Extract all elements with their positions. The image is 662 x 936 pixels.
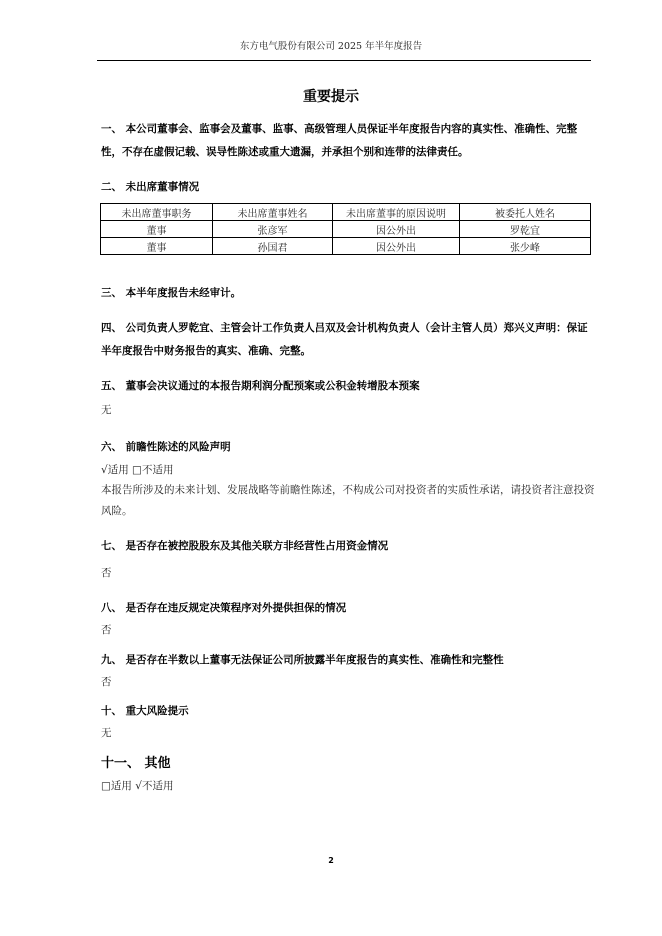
section-10-heading: 十、 重大风险提示 (101, 705, 189, 717)
table-cell: 因公外出 (333, 238, 460, 255)
table-cell: 孙国君 (213, 238, 333, 255)
section-9-body: 否 (101, 676, 112, 688)
section-7-heading: 七、 是否存在被控股股东及其他关联方非经营性占用资金情况 (101, 540, 389, 552)
page-number: 2 (328, 856, 334, 865)
section-7-body: 否 (101, 567, 112, 579)
table-header-cell: 未出席董事职务 (101, 204, 213, 221)
section-3-heading: 三、 本半年度报告未经审计。 (101, 287, 242, 299)
table-header-cell: 未出席董事姓名 (213, 204, 333, 221)
section-5-heading: 五、 董事会决议通过的本报告期利润分配预案或公积金转增股本预案 (101, 380, 420, 392)
table-row (101, 221, 591, 238)
section-6-heading: 六、 前瞻性陈述的风险声明 (101, 441, 231, 453)
section-6-options: √适用 □不适用 (101, 464, 174, 476)
table-cell: 罗乾宜 (460, 221, 591, 238)
section-9-heading: 九、 是否存在半数以上董事无法保证公司所披露半年度报告的真实性、准确性和完整性 (101, 654, 504, 666)
section-11-options: □适用 √不适用 (101, 780, 174, 792)
header-rule (97, 60, 591, 61)
section-2-heading: 二、 未出席董事情况 (101, 181, 200, 193)
section-6-body: 本报告所涉及的未来计划、发展战略等前瞻性陈述，不构成公司对投资者的实质性承诺，请投资者注意投资风险。 (101, 484, 595, 517)
table-cell: 董事 (101, 221, 213, 238)
table-cell: 因公外出 (333, 221, 460, 238)
table-header-row (101, 204, 591, 221)
section-1-statement: 一、 本公司董事会、监事会及董事、监事、高级管理人员保证半年度报告内容的真实性、准确性、完整性，不存在虚假记载、误导性陈述或重大遗漏，并承担个别和连带的法律责任。 (101, 123, 578, 158)
section-4-statement: 四、 公司负责人罗乾宜、主管会计工作负责人吕双及会计机构负责人（会计主管人员）郑兴义声明：保证半年度报告中财务报告的真实、准确、完整。 (101, 322, 588, 357)
table-cell: 张彦军 (213, 221, 333, 238)
table-header-cell: 未出席董事的原因说明 (333, 204, 460, 221)
section-8-body: 否 (101, 624, 112, 636)
section-8-heading: 八、 是否存在违反规定决策程序对外提供担保的情况 (101, 602, 347, 614)
absent-directors-table (100, 203, 591, 255)
section-10-body: 无 (101, 727, 112, 739)
table-cell: 董事 (101, 238, 213, 255)
page-title: 重要提示 (303, 89, 359, 105)
running-header: 东方电气股份有限公司 2025 年半年度报告 (239, 41, 423, 52)
table-header-cell: 被委托人姓名 (460, 204, 591, 221)
section-11-heading: 十一、 其他 (101, 756, 171, 771)
table-row (101, 238, 591, 255)
table-cell: 张少峰 (460, 238, 591, 255)
section-5-body: 无 (101, 404, 112, 416)
